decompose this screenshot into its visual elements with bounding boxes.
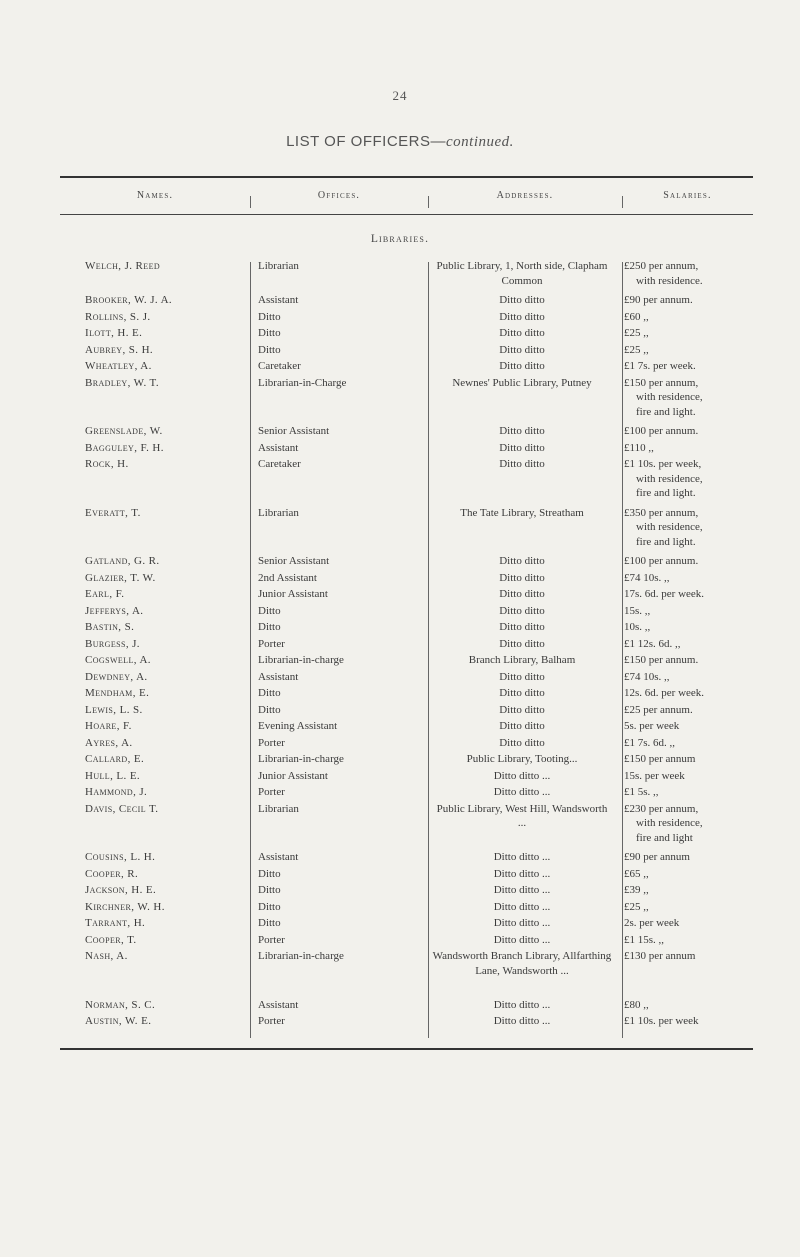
- officer-salary: [624, 850, 764, 865]
- header-addresses: Addresses.: [496, 190, 554, 201]
- table-row: [0, 998, 800, 1015]
- officer-salary: [624, 359, 764, 374]
- officer-name: Wheatley, A.: [85, 360, 152, 372]
- officer-salary: [624, 900, 764, 915]
- officer-address: Ditto ditto: [499, 555, 545, 567]
- table-row: [0, 359, 800, 376]
- officer-name: Greenslade, W.: [85, 425, 163, 437]
- officer-salary: [624, 587, 764, 602]
- officer-office: Librarian: [258, 802, 299, 815]
- officers-table: [0, 259, 800, 1031]
- officer-address: Ditto ditto: [499, 294, 545, 306]
- officer-salary: [624, 703, 764, 718]
- officer-salary: [624, 736, 764, 751]
- table-row: [0, 653, 800, 670]
- officer-office: Assistant: [258, 851, 299, 863]
- page-title-main: LIST OF OFFICERS—: [286, 133, 446, 150]
- salary-line: 12s. 6d. per week.: [624, 687, 705, 699]
- officer-name: Brooker, W. J. A.: [85, 294, 173, 306]
- officer-address: Branch Library, Balham: [468, 654, 576, 666]
- officer-office: Porter: [258, 736, 285, 749]
- officer-salary: [624, 441, 764, 456]
- salary-line: £25 ,,: [624, 343, 649, 356]
- officer-office: 2nd Assistant: [258, 571, 317, 584]
- officer-name: Glazier, T. W.: [85, 571, 156, 584]
- officer-address: Ditto ditto ...: [493, 1015, 551, 1027]
- officer-name: Hammond, J.: [85, 786, 148, 798]
- table-row: [0, 310, 800, 327]
- officer-name: Ilott, H. E.: [85, 327, 143, 339]
- officer-salary: [624, 310, 764, 325]
- salary-line: with residence,: [636, 472, 703, 485]
- officer-address: Ditto ditto: [499, 637, 545, 650]
- table-row: [0, 604, 800, 621]
- officer-address: Newnes' Public Library, Putney: [452, 376, 592, 389]
- officer-address: Ditto ditto: [499, 736, 545, 749]
- officer-office: Assistant: [258, 998, 299, 1011]
- officer-name: Austin, W. E.: [85, 1015, 152, 1027]
- table-row: [0, 637, 800, 654]
- officer-address: Ditto ditto ...: [493, 917, 551, 929]
- officer-address: Public Library, 1, North side, Clapham Common: [436, 260, 608, 287]
- salary-line: £25 ,,: [624, 900, 649, 913]
- officer-name: Cooper, T.: [85, 933, 137, 946]
- officer-address: Ditto ditto ...: [493, 867, 551, 880]
- page-number: 24: [392, 88, 408, 103]
- table-row: [0, 343, 800, 360]
- officer-salary: [624, 424, 764, 439]
- salary-line: £90 per annum: [624, 851, 690, 863]
- officer-salary: [624, 326, 764, 341]
- officer-address: Ditto ditto ...: [493, 933, 551, 946]
- table-row: [0, 506, 800, 555]
- salary-line: £250 per annum,: [624, 260, 699, 272]
- salary-line: 15s. per week: [624, 769, 685, 782]
- header-offices: Offices.: [317, 190, 361, 201]
- officer-salary: [624, 916, 764, 931]
- officer-name: Mendham, E.: [85, 687, 150, 699]
- officer-salary: [624, 604, 764, 619]
- officer-name: Aubrey, S. H.: [85, 343, 154, 356]
- officer-name: Dewdney, A.: [85, 670, 148, 683]
- officer-name: Hull, L. E.: [85, 769, 141, 782]
- officer-office: Librarian-in-charge: [258, 753, 344, 765]
- salary-line: fire and light: [636, 831, 693, 844]
- officer-name: Cousins, L. H.: [85, 851, 156, 863]
- officer-address: Ditto ditto: [499, 703, 545, 716]
- officer-name: Ayres, A.: [85, 736, 133, 749]
- officer-salary: [624, 769, 764, 784]
- header-salaries: Salaries.: [663, 190, 712, 201]
- officer-address: Ditto ditto ...: [493, 851, 551, 863]
- salary-line: £74 10s. ,,: [624, 670, 670, 683]
- officer-salary: [624, 752, 764, 767]
- officer-address: Ditto ditto: [499, 720, 545, 732]
- officer-office: Ditto: [258, 900, 281, 913]
- table-row: [0, 554, 800, 571]
- officer-salary: [624, 457, 764, 501]
- officer-office: Librarian-in-Charge: [258, 376, 347, 389]
- salary-line: £1 10s. per week,: [624, 458, 702, 470]
- table-bottom-rule: [60, 1048, 753, 1050]
- salary-line: with residence,: [636, 521, 703, 533]
- officer-address: Ditto ditto: [499, 604, 545, 617]
- officer-office: Evening Assistant: [258, 720, 338, 732]
- salary-line: £1 5s. ,,: [624, 786, 659, 798]
- officer-name: Cooper, R.: [85, 867, 139, 880]
- table-row: [0, 441, 800, 458]
- officer-name: Bagguley, F. H.: [85, 441, 164, 454]
- officer-name: Norman, S. C.: [85, 998, 156, 1011]
- officer-salary: [624, 802, 764, 846]
- salary-line: with residence.: [636, 274, 703, 287]
- officer-salary: [624, 883, 764, 898]
- officer-name: Earl, F.: [85, 588, 125, 600]
- officer-office: Caretaker: [258, 458, 301, 470]
- officer-name: Davis, Cecil T.: [85, 802, 159, 815]
- officer-address: Public Library, West Hill, Wandsworth ...: [436, 802, 608, 829]
- officer-name: Everatt, T.: [85, 506, 141, 519]
- table-row: [0, 670, 800, 687]
- officer-salary: [624, 785, 764, 800]
- officer-salary: [624, 686, 764, 701]
- header-divider: [250, 196, 251, 208]
- officer-address: Ditto ditto: [499, 360, 545, 372]
- officer-name: Jackson, H. E.: [85, 884, 157, 896]
- officer-salary: [624, 293, 764, 308]
- officer-name: Callard, E.: [85, 753, 145, 765]
- salary-line: with residence,: [636, 817, 703, 829]
- salary-line: £80 ,,: [624, 998, 649, 1011]
- officer-salary: [624, 719, 764, 734]
- officer-salary: [624, 620, 764, 635]
- officer-office: Porter: [258, 933, 285, 946]
- officer-name: Burgess, J.: [85, 637, 140, 650]
- salary-line: fire and light.: [636, 405, 696, 418]
- table-row: [0, 1014, 800, 1031]
- table-row: [0, 785, 800, 802]
- salary-line: 2s. per week: [624, 917, 680, 929]
- officer-office: Senior Assistant: [258, 425, 330, 437]
- officer-salary: [624, 998, 764, 1013]
- salary-line: £1 10s. per week: [624, 1015, 699, 1027]
- officer-office: Ditto: [258, 343, 281, 356]
- officer-office: Ditto: [258, 310, 281, 323]
- salary-line: 10s. ,,: [624, 621, 651, 633]
- officer-address: Public Library, Tooting...: [466, 753, 578, 765]
- page-title: [0, 133, 800, 151]
- officer-office: Ditto: [258, 621, 281, 633]
- salary-line: £74 10s. ,,: [624, 571, 670, 584]
- salary-line: 15s. ,,: [624, 604, 651, 617]
- officer-office: Ditto: [258, 884, 281, 896]
- salary-line: £1 12s. 6d. ,,: [624, 637, 681, 650]
- salary-line: £100 per annum.: [624, 555, 699, 567]
- table-row: [0, 457, 800, 506]
- table-row: [0, 686, 800, 703]
- officer-name: Rollins, S. J.: [85, 310, 151, 323]
- officer-address: Ditto ditto: [499, 327, 545, 339]
- officer-name: Gatland, G. R.: [85, 555, 160, 567]
- officer-salary: [624, 653, 764, 668]
- officer-office: Librarian-in-charge: [258, 654, 344, 666]
- officer-salary: [624, 506, 764, 550]
- table-row: [0, 376, 800, 425]
- officer-salary: [624, 343, 764, 358]
- officer-address: Ditto ditto ...: [493, 900, 551, 913]
- table-row: [0, 883, 800, 900]
- salary-line: £110 ,,: [624, 441, 654, 454]
- officer-address: Ditto ditto ...: [493, 786, 551, 798]
- officer-office: Assistant: [258, 294, 299, 306]
- officer-address: Ditto ditto ...: [493, 769, 551, 782]
- officer-office: Ditto: [258, 604, 281, 617]
- salary-line: £150 per annum.: [624, 654, 699, 666]
- officer-office: Ditto: [258, 687, 281, 699]
- officer-salary: [624, 670, 764, 685]
- officer-salary: [624, 571, 764, 586]
- officer-office: Assistant: [258, 670, 299, 683]
- officer-name: Jefferys, A.: [85, 604, 144, 617]
- section-title: Libraries.: [370, 233, 430, 245]
- header-divider: [428, 196, 429, 208]
- officer-office: Porter: [258, 1015, 285, 1027]
- table-row: [0, 259, 800, 293]
- table-row: [0, 752, 800, 769]
- table-row: [0, 933, 800, 950]
- officer-address: Ditto ditto ...: [493, 998, 551, 1011]
- table-row: [0, 424, 800, 441]
- officer-address: Ditto ditto: [499, 621, 545, 633]
- officer-salary: [624, 554, 764, 569]
- officer-salary: [624, 933, 764, 948]
- table-row: [0, 293, 800, 310]
- officer-address: Ditto ditto: [499, 310, 545, 323]
- officer-office: Ditto: [258, 867, 281, 880]
- officer-name: Lewis, L. S.: [85, 703, 143, 716]
- officer-office: Librarian: [258, 506, 299, 519]
- officer-name: Bradley, W. T.: [85, 376, 160, 389]
- officer-office: Assistant: [258, 441, 299, 454]
- table-row: [0, 703, 800, 720]
- officer-salary: [624, 867, 764, 882]
- salary-line: £65 ,,: [624, 867, 649, 880]
- salary-line: £39 ,,: [624, 884, 649, 896]
- salary-line: £130 per annum: [624, 950, 696, 962]
- salary-line: £150 per annum,: [624, 376, 699, 389]
- officer-salary: [624, 1014, 764, 1029]
- salary-line: fire and light.: [636, 487, 696, 499]
- officer-name: Welch, J. Reed: [85, 260, 161, 272]
- officer-salary: [624, 949, 764, 964]
- table-row: [0, 769, 800, 786]
- salary-line: 5s. per week: [624, 720, 680, 732]
- header-names: Names.: [136, 190, 174, 201]
- officer-address: Ditto ditto: [499, 687, 545, 699]
- table-row: [0, 326, 800, 343]
- officer-office: Ditto: [258, 327, 281, 339]
- table-row: [0, 916, 800, 933]
- table-row: [0, 850, 800, 867]
- header-rule: [60, 214, 753, 215]
- salary-line: £90 per annum.: [624, 294, 693, 306]
- salary-line: 17s. 6d. per week.: [624, 588, 705, 600]
- officer-office: Caretaker: [258, 360, 301, 372]
- page-title-continued: continued.: [446, 134, 514, 150]
- table-row: [0, 867, 800, 884]
- officer-salary: [624, 637, 764, 652]
- salary-line: £25 ,,: [624, 327, 649, 339]
- salary-line: £150 per annum: [624, 753, 696, 765]
- officer-name: Nash, A.: [85, 950, 128, 962]
- officer-office: Librarian: [258, 260, 299, 272]
- salary-line: £25 per annum.: [624, 703, 693, 716]
- salary-line: £1 7s. 6d. ,,: [624, 736, 676, 749]
- table-row: [0, 719, 800, 736]
- officer-address: Ditto ditto: [499, 425, 545, 437]
- officer-name: Rock, H.: [85, 458, 129, 470]
- salary-line: £1 7s. per week.: [624, 360, 696, 372]
- table-row: [0, 587, 800, 604]
- officer-address: The Tate Library, Streatham: [460, 506, 584, 519]
- officer-office: Ditto: [258, 917, 281, 929]
- officer-address: Ditto ditto: [499, 670, 545, 683]
- officer-name: Kirchner, W. H.: [85, 900, 165, 913]
- officer-name: Hoare, F.: [85, 720, 132, 732]
- officer-address: Ditto ditto: [499, 571, 545, 584]
- table-row: [0, 736, 800, 753]
- salary-line: £350 per annum,: [624, 506, 699, 519]
- officer-name: Cogswell, A.: [85, 654, 151, 666]
- officer-salary: [624, 259, 764, 288]
- salary-line: with residence,: [636, 391, 703, 403]
- officer-office: Senior Assistant: [258, 555, 330, 567]
- table-top-rule: [60, 176, 753, 178]
- table-row: [0, 900, 800, 917]
- officer-office: Ditto: [258, 703, 281, 716]
- officer-name: Bastin, S.: [85, 621, 135, 633]
- officer-address: Ditto ditto ...: [493, 884, 551, 896]
- officer-office: Junior Assistant: [258, 769, 328, 782]
- salary-line: fire and light.: [636, 535, 696, 548]
- table-row: [0, 571, 800, 588]
- officer-address: Ditto ditto: [499, 588, 545, 600]
- officer-office: Junior Assistant: [258, 588, 328, 600]
- officer-address: Ditto ditto: [499, 343, 545, 356]
- officer-name: Tarrant, H.: [85, 917, 146, 929]
- salary-line: £1 15s. ,,: [624, 933, 665, 946]
- officer-address: Ditto ditto: [499, 441, 545, 454]
- officer-office: Porter: [258, 637, 285, 650]
- table-row: [0, 620, 800, 637]
- salary-line: £100 per annum.: [624, 425, 699, 437]
- officer-office: Librarian-in-charge: [258, 950, 344, 962]
- header-divider: [622, 196, 623, 208]
- officer-address: Ditto ditto: [499, 458, 545, 470]
- officer-salary: [624, 376, 764, 420]
- salary-line: £60 ,,: [624, 310, 649, 323]
- table-row: [0, 802, 800, 851]
- officer-office: Porter: [258, 786, 285, 798]
- table-row: [0, 949, 800, 998]
- officer-address: Wandsworth Branch Library, Allfarthing Lane, Wandsworth ...: [432, 950, 612, 977]
- salary-line: £230 per annum,: [624, 802, 699, 815]
